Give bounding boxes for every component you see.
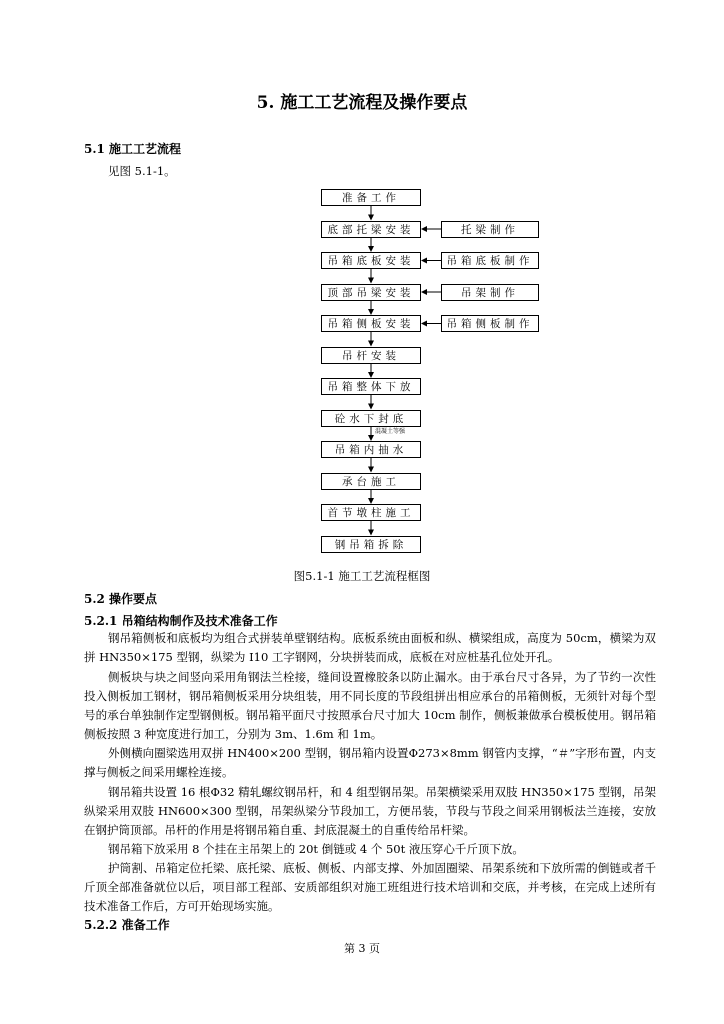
section-5-2-1-heading: 5.2.1 吊箱结构制作及技术准备工作 bbox=[84, 614, 278, 628]
flow-step: 底部托梁安装 bbox=[321, 221, 421, 238]
flow-step: 吊箱侧板安装 bbox=[321, 315, 421, 332]
flow-step: 首节墩柱施工 bbox=[321, 504, 421, 521]
paragraph: 钢吊箱下放采用 8 个挂在主吊架上的 20t 倒链或 4 个 50t 液压穿心千斤顶下放。 bbox=[108, 842, 524, 856]
section-5-2-heading: 5.2 操作要点 bbox=[84, 592, 158, 606]
flow-step: 承台施工 bbox=[321, 473, 421, 490]
figure-caption: 图5.1-1 施工工艺流程框图 bbox=[293, 569, 431, 583]
page-number: 第 3 页 bbox=[344, 942, 380, 955]
flow-step: 吊箱内抽水 bbox=[321, 441, 421, 458]
flow-side-step: 托梁制作 bbox=[441, 221, 539, 238]
flow-step: 砼水下封底 bbox=[321, 410, 421, 427]
flow-step: 准备工作 bbox=[321, 189, 421, 206]
flow-side-step: 吊箱侧板制作 bbox=[441, 315, 539, 332]
paragraph: 外侧横向圈梁选用双拼 HN400×200 型钢，钢吊箱内设置Φ273×8mm 钢管内支撑，“＃”字形布置，内支撑与侧板之间采用螺栓连接。 bbox=[84, 746, 656, 779]
flow-step: 吊箱底板安装 bbox=[321, 252, 421, 269]
flow-side-step: 吊箱底板制作 bbox=[441, 252, 539, 269]
page-title: 5. 施工工艺流程及操作要点 bbox=[256, 93, 468, 113]
flow-step: 顶部吊梁安装 bbox=[321, 284, 421, 301]
paragraph: 护筒割、吊箱定位托梁、底托梁、底板、侧板、内部支撑、外加固圈梁、吊架系统和下放所需的倒链或者千斤顶全部准备就位以后，项目部工程部、安质部组织对施工班组进行技术培训和交底，并考核，在完成上述所有技术准备工作后，方可开始现场实施。 bbox=[84, 861, 656, 913]
section-5-2-2-heading: 5.2.2 准备工作 bbox=[84, 918, 170, 932]
paragraph: 钢吊箱共设置 16 根Φ32 精轧螺纹钢吊杆，和 4 组型钢吊架。吊架横梁采用双肢 HN350×175 型钢，吊架纵梁采用双肢 HN600×300 型钢，吊架纵梁分节段加工，方便吊装，节段与节段之间采用钢板法兰连接，安放在钢护筒顶部。吊杆的作用是将钢吊箱自重、封底混凝土的自重传给吊杆梁。 bbox=[84, 785, 656, 837]
flow-step: 钢吊箱拆除 bbox=[321, 536, 421, 553]
paragraph: 钢吊箱侧板和底板均为组合式拼装单壁钢结构。底板系统由面板和纵、横梁组成，高度为 50cm，横梁为双拼 HN350×175 型钢，纵梁为 I10 工字钢网，分块拼装而成，底板在对应桩基孔位处开孔。 bbox=[84, 631, 656, 664]
paragraph: 侧板块与块之间竖向采用角钢法兰栓接，缝间设置橡胶条以防止漏水。由于承台尺寸各异，为了节约一次性投入侧板加工钢材，钢吊箱侧板采用分块组装，用不同长度的节段组拼出相应承台的吊箱侧板，无须针对每个型号的承台单独制作定型钢侧板。钢吊箱平面尺寸按照承台尺寸加大 10cm 制作，侧板兼做承台模板使用。钢吊箱侧板按照 3 种宽度进行加工，分别为 3m、1.6m 和 1m。 bbox=[84, 670, 656, 741]
flow-side-step: 吊架制作 bbox=[441, 284, 539, 301]
section-5-1-text: 见图 5.1-1。 bbox=[108, 164, 176, 178]
section-5-1-heading: 5.1 施工工艺流程 bbox=[84, 142, 182, 156]
flow-step: 吊箱整体下放 bbox=[321, 378, 421, 395]
flow-note: 混凝土等强 bbox=[375, 428, 406, 435]
flow-step: 吊杆安装 bbox=[321, 347, 421, 364]
